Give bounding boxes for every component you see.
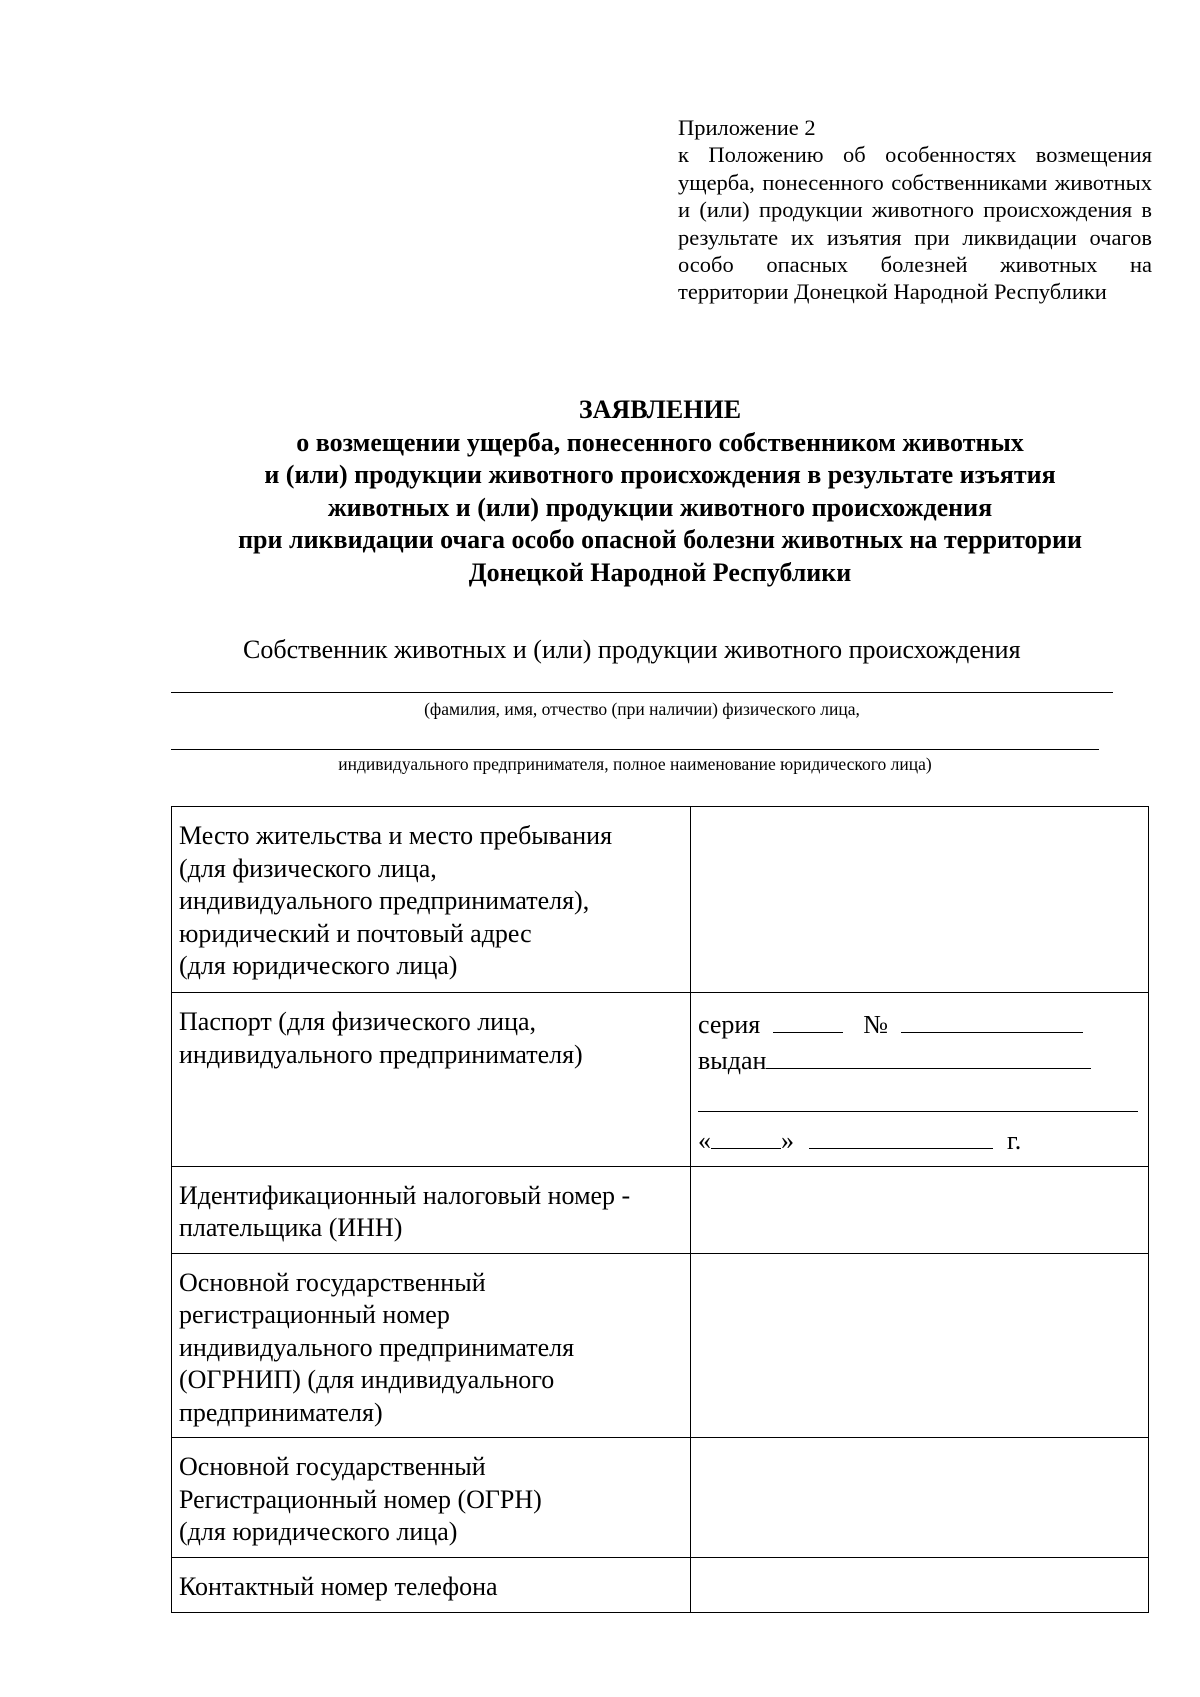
ogrnip-field[interactable] [691, 1253, 1149, 1438]
table-row [172, 993, 1149, 1167]
month-blank[interactable] [809, 1122, 993, 1149]
label-line: индивидуального предпринимателя [179, 1332, 575, 1362]
owner-name-line-2[interactable] [171, 749, 1099, 750]
label-line: индивидуального предпринимателя), [179, 886, 590, 915]
passport-series-row [698, 1006, 1142, 1042]
title-line: животных и (или) продукции животного происхождения [327, 492, 993, 522]
passport-issued-row [698, 1042, 1142, 1078]
label-line: Основной государственный [179, 1452, 486, 1481]
inn-label [172, 1166, 691, 1253]
passport-date-row [698, 1122, 1142, 1158]
label-line: Паспорт (для физического лица, [179, 1007, 537, 1036]
table-row [172, 1438, 1149, 1558]
applicant-details-table [171, 806, 1149, 1613]
title-heading: ЗАЯВЛЕНИЕ [578, 395, 742, 424]
label-line: плательщика (ИНН) [179, 1213, 403, 1242]
ogrn-field[interactable] [691, 1438, 1149, 1558]
table-row [172, 807, 1149, 993]
label-line: предпринимателя) [179, 1397, 383, 1427]
ogrn-label [172, 1438, 691, 1558]
issued-label: выдан [698, 1045, 767, 1075]
number-label: № [863, 1010, 889, 1039]
issued-blank-2[interactable] [698, 1077, 1138, 1112]
ogrnip-label [172, 1253, 691, 1438]
label-line: Идентификационный налоговый номер - [179, 1180, 631, 1210]
day-blank[interactable] [711, 1122, 781, 1149]
label-line: (для юридического лица) [179, 1517, 458, 1546]
quote-open: « [698, 1126, 711, 1155]
label-line: Место жительства и место пребывания [179, 821, 613, 850]
document-title [130, 394, 1190, 589]
label-line: (для физического лица, [179, 853, 437, 883]
passport-field [691, 993, 1149, 1167]
table-row [172, 1558, 1149, 1613]
appendix-number: Приложение 2 [678, 115, 816, 140]
owner-label: Собственник животных и (или) продукции животного происхождения [243, 635, 1021, 664]
appendix-reference: к Положению об особенностях возмещения ущерба, понесенного собственниками животных и (или) продукции животного происхождения в результате их изъятия при ликвидации очагов особо опасных болезней животных на территории Донецкой Народной Республики [678, 142, 1152, 305]
phone-label [172, 1558, 691, 1613]
owner-caption-1: (фамилия, имя, отчество (при наличии) физического лица, [424, 699, 860, 719]
quote-close: » [781, 1126, 794, 1155]
title-line: о возмещении ущерба, понесенного собственником животных [296, 427, 1024, 457]
series-label: серия [698, 1010, 761, 1039]
table-row [172, 1166, 1149, 1253]
series-blank[interactable] [773, 1006, 843, 1033]
owner-caption-2: индивидуального предпринимателя, полное наименование юридического лица) [338, 754, 932, 774]
phone-field[interactable] [691, 1558, 1149, 1613]
appendix-block [678, 114, 1152, 306]
label-line: индивидуального предпринимателя) [179, 1039, 583, 1069]
year-suffix: г. [1007, 1126, 1022, 1155]
title-line: при ликвидации очага особо опасной болезни животных на территории [238, 525, 1082, 554]
title-line: Донецкой Народной Республики [468, 557, 852, 587]
passport-label [172, 993, 691, 1167]
residence-field[interactable] [691, 807, 1149, 993]
table-row [172, 1253, 1149, 1438]
label-line: (ОГРНИП) (для индивидуального [179, 1365, 555, 1394]
owner-name-line[interactable] [171, 692, 1113, 693]
issued-blank[interactable] [766, 1042, 1091, 1069]
title-line: и (или) продукции животного происхождения в результате изъятия [264, 460, 1056, 489]
label-line: юридический и почтовый адрес [179, 918, 532, 948]
label-line: регистрационный номер [179, 1300, 450, 1329]
number-blank[interactable] [901, 1006, 1083, 1033]
inn-field[interactable] [691, 1166, 1149, 1253]
label-line: (для юридического лица) [179, 951, 458, 980]
label-line: Основной государственный [179, 1267, 486, 1297]
residence-label [172, 807, 691, 993]
label-line: Контактный номер телефона [179, 1572, 498, 1601]
label-line: Регистрационный номер (ОГРН) [179, 1484, 542, 1514]
